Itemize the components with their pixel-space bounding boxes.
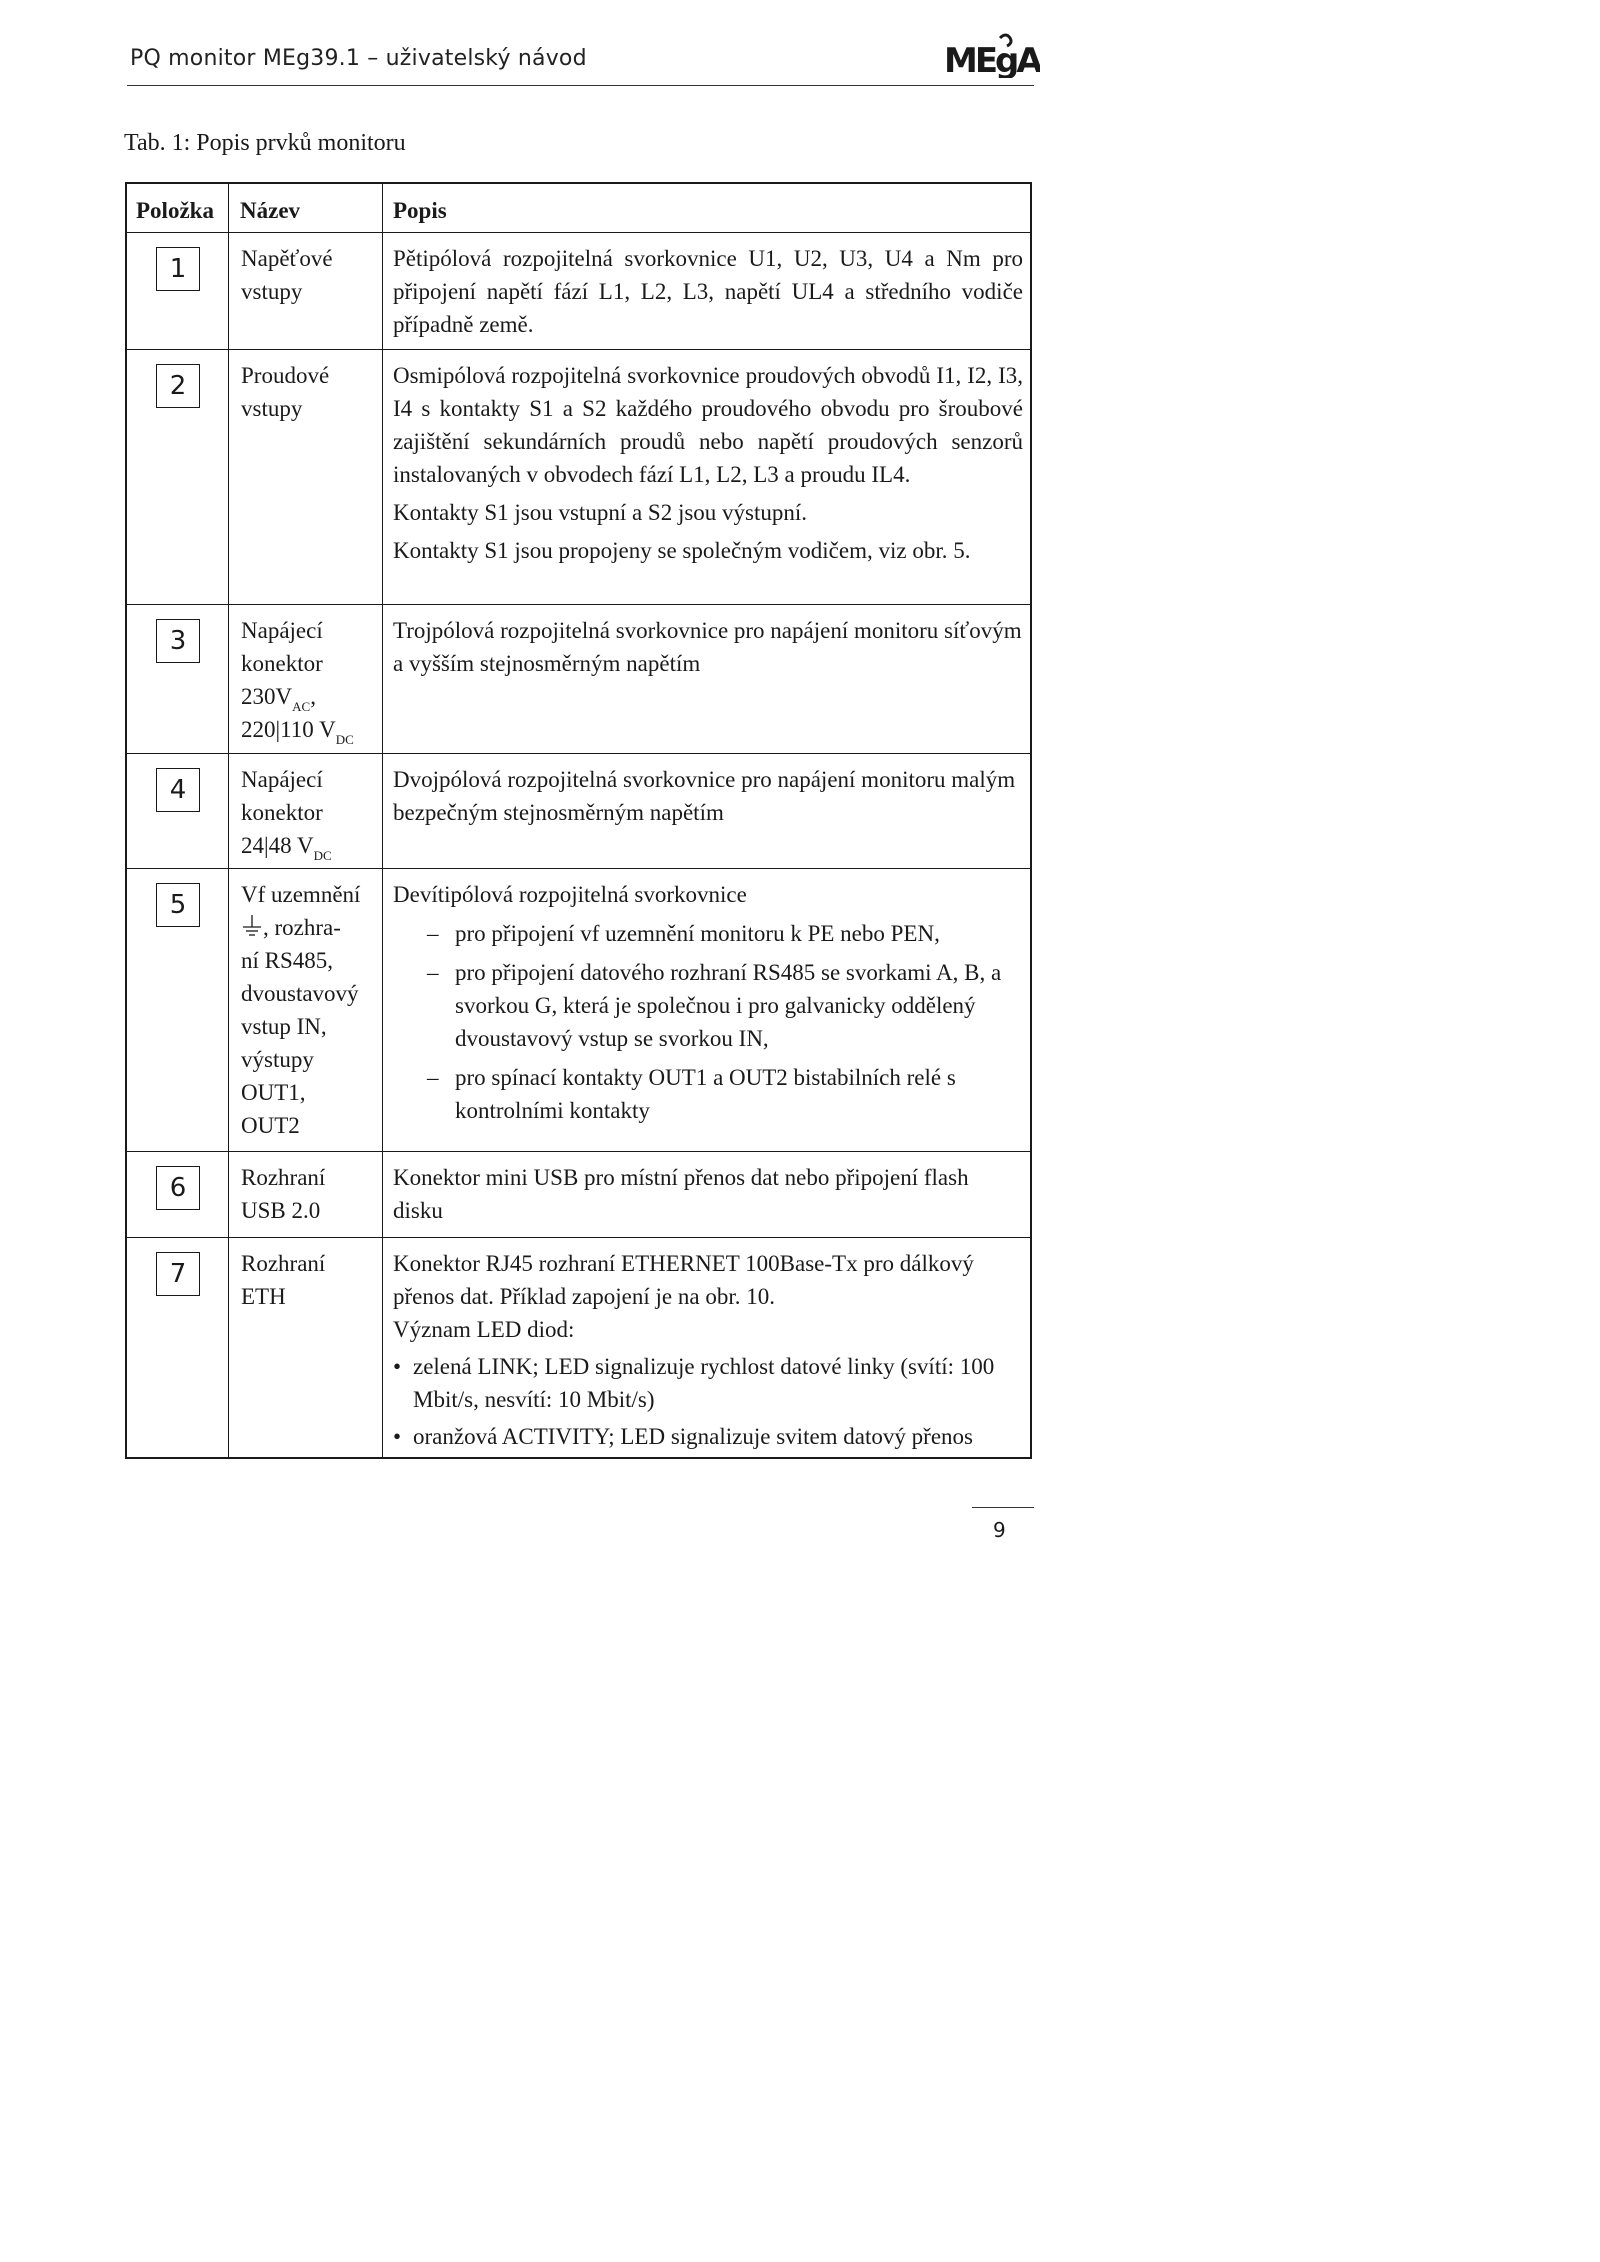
document-header-title: PQ monitor MEg39.1 – uživatelský návod — [130, 46, 587, 71]
bullet-marker: • — [393, 1354, 402, 1379]
item-name — [241, 242, 379, 308]
description-text: Kontakty S1 jsou vstupní a S2 jsou výstupní. — [393, 500, 808, 525]
item-description — [393, 878, 1023, 1127]
name-line: vstup IN, — [241, 1014, 327, 1039]
monitor-elements-table — [125, 182, 1032, 1459]
item-description — [393, 763, 1023, 829]
voltage-value: 230V — [241, 684, 293, 709]
item-description — [393, 242, 1023, 341]
item-number-box: 4 — [156, 768, 200, 812]
item-number-box: 2 — [156, 364, 200, 408]
item-name — [241, 1161, 379, 1227]
item-description — [393, 614, 1023, 680]
item-description — [393, 1161, 1023, 1227]
ground-symbol-icon — [241, 913, 263, 939]
name-line: USB 2.0 — [241, 1198, 321, 1223]
list-item-text: zelená LINK; LED signalizuje rychlost datové linky (svítí: 100 Mbit/s, nesvítí: 10 Mbit/s) — [413, 1354, 995, 1412]
table-row — [127, 1152, 1030, 1237]
item-number-box: 3 — [156, 619, 200, 663]
mega-logo — [940, 30, 1040, 78]
voltage-subscript: AC — [292, 699, 311, 714]
page-number: 9 — [993, 1518, 1006, 1542]
dash-marker: – — [427, 921, 439, 946]
name-line: vstupy — [241, 279, 303, 304]
item-number-box: 5 — [156, 883, 200, 927]
header-divider — [127, 85, 1034, 86]
name-line: OUT2 — [241, 1113, 300, 1138]
name-line — [241, 680, 379, 713]
dash-list-item — [393, 917, 1023, 950]
dash-list-item — [393, 956, 1023, 1055]
table-caption: Tab. 1: Popis prvků monitoru — [124, 130, 406, 156]
description-text: Konektor mini USB pro místní přenos dat nebo připojení flash disku — [393, 1165, 969, 1223]
name-line — [241, 713, 379, 746]
table-row — [127, 869, 1030, 1151]
item-number-box: 7 — [156, 1252, 200, 1296]
table-row — [127, 605, 1030, 753]
name-line: vstupy — [241, 396, 303, 421]
description-text: Pětipólová rozpojitelná svorkovnice U1, U2, U3, U4 a Nm pro připojení napětí fází L1, L2, L3, napětí UL4 a středního vodiče případně země. — [393, 246, 1023, 337]
description-intro: Devítipólová rozpojitelná svorkovnice — [393, 882, 747, 907]
name-line: Napájecí — [241, 767, 323, 792]
name-line: ní RS485, — [241, 948, 334, 973]
table-row — [127, 350, 1030, 604]
description-text: Dvojpólová rozpojitelná svorkovnice pro napájení monitoru malým bezpečným stejnosměrným napětím — [393, 767, 1016, 825]
item-name — [241, 763, 379, 862]
list-item-text: pro spínací kontakty OUT1 a OUT2 bistabilních relé s kontrolními kontakty — [455, 1065, 956, 1123]
table-row — [127, 233, 1030, 349]
description-text: Konektor RJ45 rozhraní ETHERNET 100Base-Tx pro dálkový přenos dat. Příklad zapojení je na obr. 10. — [393, 1251, 974, 1309]
item-name — [241, 1247, 379, 1313]
name-line: Proudové — [241, 363, 330, 388]
bullet-list-item — [393, 1420, 1023, 1453]
table-row — [127, 754, 1030, 868]
voltage-subscript: DC — [313, 848, 332, 863]
name-line: Rozhraní — [241, 1165, 326, 1190]
logo-text: MEgA — [944, 41, 1040, 78]
table-row — [127, 1238, 1030, 1459]
name-text: , rozhra- — [263, 915, 341, 940]
name-line: výstupy — [241, 1047, 314, 1072]
name-line: konektor — [241, 651, 323, 676]
item-name — [241, 614, 379, 746]
name-line: konektor — [241, 800, 323, 825]
item-number-box: 1 — [156, 247, 200, 291]
name-line: Napájecí — [241, 618, 323, 643]
voltage-separator: , — [310, 684, 316, 709]
name-line: dvoustavový — [241, 981, 359, 1006]
item-description — [393, 1247, 1023, 1453]
list-item-text: pro připojení datového rozhraní RS485 se svorkami A, B, a svorkou G, která je společnou i pro galvanicky oddělený dvoustavový vstup se svorkou IN, — [455, 960, 1002, 1051]
table-header-row — [127, 184, 1030, 233]
dash-marker: – — [427, 1065, 439, 1090]
header-popis: Popis — [393, 198, 447, 223]
list-item-text: pro připojení vf uzemnění monitoru k PE nebo PEN, — [455, 921, 940, 946]
voltage-value: 24|48 V — [241, 833, 314, 858]
dash-list-item — [393, 1061, 1023, 1127]
dash-marker: – — [427, 960, 439, 985]
name-line — [241, 911, 379, 944]
name-line: Napěťové — [241, 246, 333, 271]
voltage-value: 220|110 V — [241, 717, 336, 742]
bullet-list-item — [393, 1350, 1023, 1416]
item-name — [241, 359, 379, 425]
description-text: Kontakty S1 jsou propojeny se společným vodičem, viz obr. 5. — [393, 538, 971, 563]
bullet-marker: • — [393, 1424, 402, 1449]
item-description — [393, 359, 1023, 567]
item-name — [241, 878, 379, 1142]
name-line: ETH — [241, 1284, 286, 1309]
header-nazev: Název — [240, 198, 301, 223]
description-text: Osmipólová rozpojitelná svorkovnice proudových obvodů I1, I2, I3, I4 s kontakty S1 a S2 každého proudového obvodu pro šroubové zajištění sekundárních proudů nebo napětí proudových senzorů instalovaných v obvodech fází L1, L2, L3 a proudu IL4. — [393, 363, 1023, 487]
description-text: Význam LED diod: — [393, 1317, 575, 1342]
voltage-subscript: DC — [335, 732, 354, 747]
name-line: Vf uzemnění — [241, 882, 361, 907]
name-line: Rozhraní — [241, 1251, 326, 1276]
name-line — [241, 829, 379, 862]
item-number-box: 6 — [156, 1166, 200, 1210]
list-item-text: oranžová ACTIVITY; LED signalizuje svitem datový přenos — [413, 1424, 973, 1449]
description-text: Trojpólová rozpojitelná svorkovnice pro napájení monitoru síťovým a vyšším stejnosměrným napětím — [393, 618, 1022, 676]
footer-divider — [972, 1507, 1034, 1508]
name-line: OUT1, — [241, 1080, 306, 1105]
header-polozka: Položka — [136, 198, 214, 223]
